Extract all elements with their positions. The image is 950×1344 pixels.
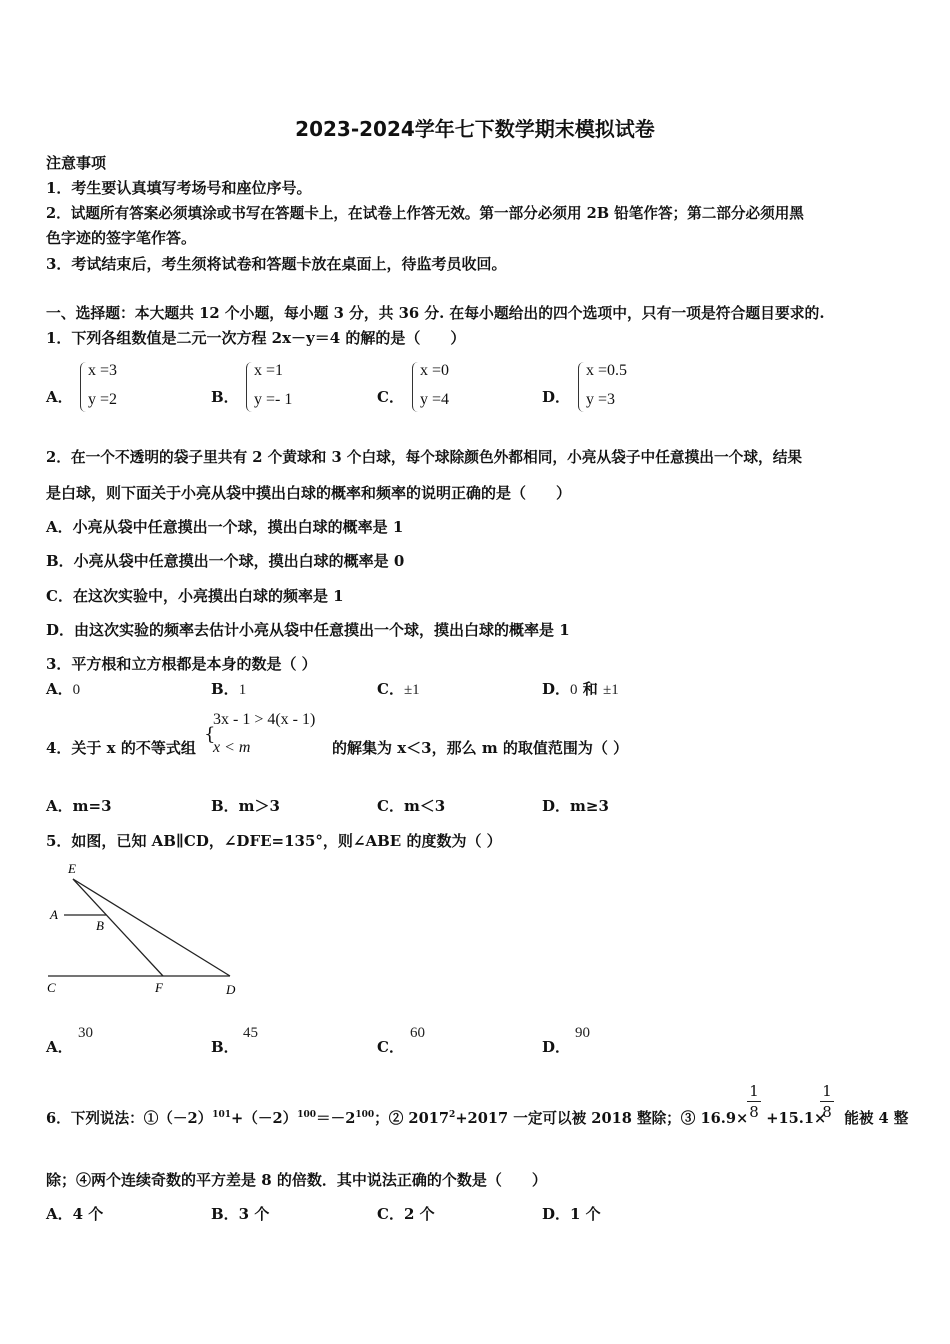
q1-d-x: x =0.5 [586,362,628,379]
q1-a-y: y =2 [88,391,118,408]
q3-option-d-and: 和 [582,680,598,698]
notice-item-2-cont: 色字迹的签字笔作答。 [46,229,197,247]
q5-option-c-label: C． [377,1038,404,1056]
q6-part3: ＝－2 [316,1110,356,1127]
q1-option-b-label: B． [211,388,239,406]
q6-stem-line2: 除；④两个连续奇数的平方差是 8 的倍数．其中说法正确的个数是（ ） [46,1171,547,1189]
q6-option-d: D．1 个 [542,1205,601,1223]
q6-frac2-num: 1 [820,1082,834,1102]
q3-option-d-label: D． [542,680,571,698]
q6-part2: +（－2） [231,1110,298,1127]
q2-option-b: B．小亮从袋中任意摸出一个球，摸出白球的概率是 0 [46,552,405,570]
q1-b-x: x =1 [254,362,284,379]
q5-option-b-label: B． [211,1038,239,1056]
point-e: E [68,861,76,876]
notice-heading: 注意事项 [46,154,107,172]
q3-option-b-value: 1 [238,682,247,698]
q1-a-x: x =3 [88,362,118,379]
q4-option-d: D．m≥3 [542,797,609,815]
q2-option-d: D．由这次实验的频率去估计小亮从袋中任意摸出一个球，摸出白球的概率是 1 [46,621,570,639]
q5-figure [40,855,250,1005]
q1-option-a-label: A． [46,388,73,406]
q3-option-d-value: 0 [570,682,578,698]
q6-part6: +15.1× [766,1110,827,1127]
q3-stem: 3．平方根和立方根都是本身的数是（ ） [46,655,317,673]
q6-option-c: C．2 个 [377,1205,435,1223]
q6-exp2: 100 [297,1110,317,1121]
q5-option-c-value: 60 [410,1025,425,1041]
q3-option-b [211,678,246,699]
q6-part4: ；② 2017 [374,1110,450,1127]
q6-frac2-den: 8 [822,1103,832,1121]
q5-option-d-value: 90 [575,1025,590,1041]
q3-option-a [46,678,80,699]
q3-option-b-label: B． [211,680,239,698]
point-c: C [47,980,56,995]
notice-item-3: 3．考试结束后，考生须将试卷和答题卡放在桌面上，待监考员收回。 [46,255,507,273]
q6-frac1-den: 8 [749,1103,759,1121]
q4-brace-icon: { [204,724,216,745]
q3-option-d [542,678,619,699]
q5-stem: 5．如图，已知 AB∥CD，∠DFE=135°，则∠ABE 的度数为（ ） [46,832,502,850]
q6-part7: 能被 4 整 [844,1110,909,1127]
q4-suffix: 的解集为 x＜3，那么 m 的取值范围为（ ） [332,739,629,757]
q4-option-c: C．m＜3 [377,797,446,815]
point-f: F [155,980,163,995]
point-d: D [226,982,236,997]
q6-part5: +2017 一定可以被 2018 整除；③ 16.9× [455,1110,749,1127]
q4-inequality-1: 3x - 1 > 4(x - 1) [213,711,316,728]
section-heading: 一、选择题：本大题共 12 个小题，每小题 3 分，共 36 分. 在每小题给出的四个选项中，只有一项是符合题目要求的. [46,305,825,322]
q6-fraction-1 [747,1082,761,1121]
exam-title: 2023-2024学年七下数学期末模拟试卷 [295,117,655,141]
q2-stem-line2: 是白球，则下面关于小亮从袋中摸出白球的概率和频率的说明正确的是（ ） [46,484,572,502]
q6-option-b: B．3 个 [211,1205,270,1223]
q4-inequality-2: x < m [213,739,251,756]
q3-option-c [377,678,420,699]
q1-d-y: y =3 [586,391,616,408]
q6-exp4: 2 [449,1110,456,1121]
q6-exp3: 100 [355,1110,375,1121]
q1-option-c-label: C． [377,388,404,406]
q5-option-b-value: 45 [243,1025,258,1041]
q3-option-a-value: 0 [72,682,81,698]
q1-option-d-label: D． [542,388,571,406]
q3-option-c-label: C． [377,680,404,698]
line-ef [73,879,163,976]
q2-stem-line1: 2．在一个不透明的袋子里共有 2 个黄球和 3 个白球，每个球除颜色外都相同，小亮从袋子中任意摸出一个球，结果 [46,449,803,466]
notice-item-1: 1．考生要认真填写考场号和座位序号。 [46,179,312,197]
q6-part1: 6．下列说法：①（－2） [46,1110,213,1127]
q3-option-a-label: A． [46,680,73,698]
q6-option-a: A．4 个 [46,1205,104,1223]
q3-option-d-value2: ±1 [603,682,619,698]
point-b: B [96,918,104,933]
q4-option-a: A．m=3 [46,797,112,815]
q1-b-y: y =- 1 [254,391,293,408]
notice-item-2: 2．试题所有答案必须填涂或书写在答题卡上，在试卷上作答无效。第一部分必须用 2B 铅笔作答；第二部分必须用黑 [46,205,804,222]
q1-c-y: y =4 [420,391,450,408]
q4-option-b: B．m＞3 [211,797,280,815]
point-a: A [50,907,58,922]
q6-exp1: 101 [212,1110,232,1121]
q1-stem: 1．下列各组数值是二元一次方程 2x－y＝4 的解的是（ ） [46,329,466,347]
q2-option-c: C．在这次实验中，小亮摸出白球的频率是 1 [46,587,344,605]
q6-fraction-2 [820,1082,834,1121]
q1-c-x: x =0 [420,362,450,379]
q6-stem-line1 [46,1107,908,1128]
q5-option-d-label: D． [542,1038,571,1056]
q5-option-a-label: A． [46,1038,73,1056]
q4-prefix: 4．关于 x 的不等式组 [46,739,196,757]
q3-option-c-value: ±1 [403,682,420,698]
q5-option-a-value: 30 [78,1025,93,1041]
q6-frac1-num: 1 [747,1082,761,1102]
q2-option-a: A．小亮从袋中任意摸出一个球，摸出白球的概率是 1 [46,518,404,536]
